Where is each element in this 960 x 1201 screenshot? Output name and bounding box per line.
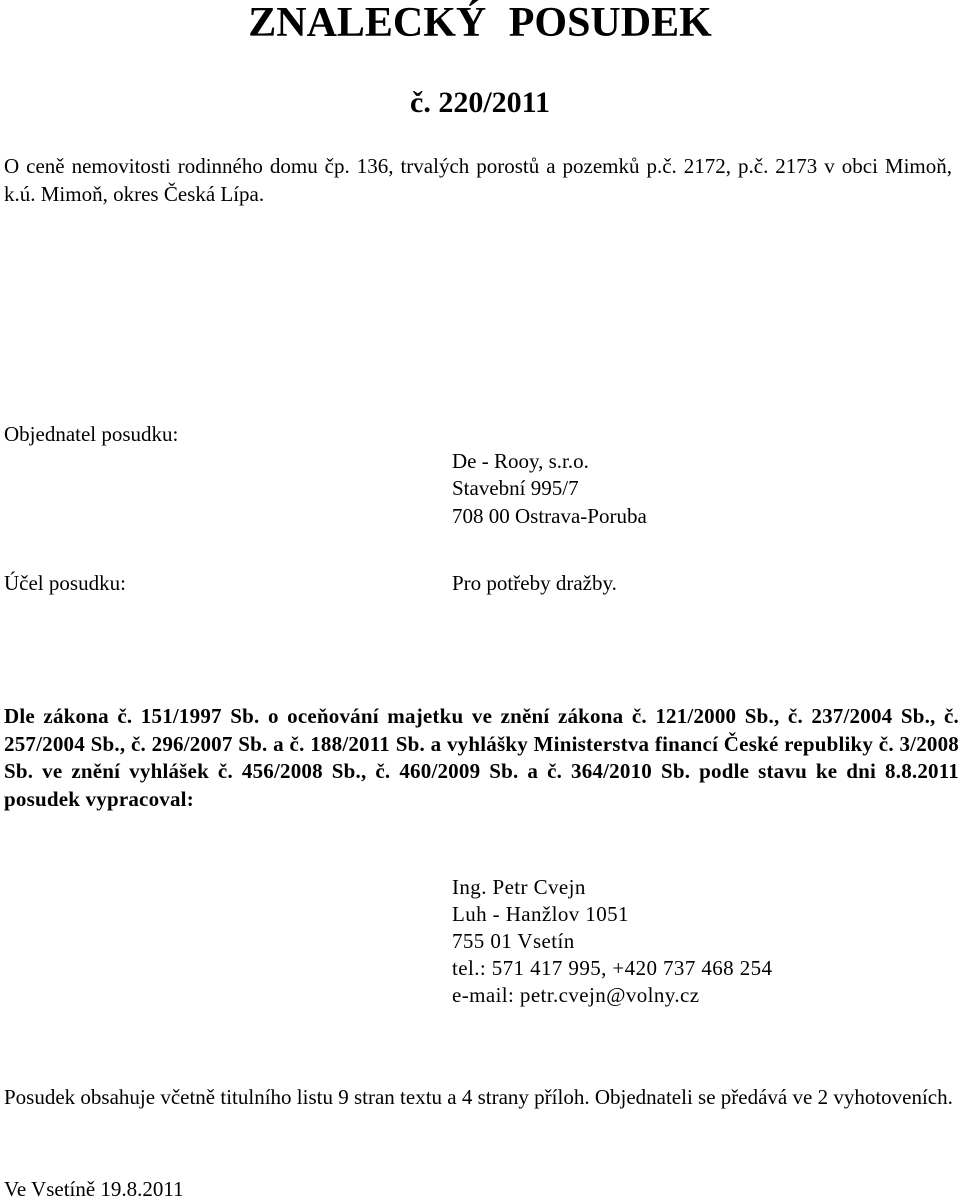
author-address: Luh - Hanžlov 1051 [452,902,629,926]
author-city: 755 01 Vsetín [452,929,575,953]
client-name: De - Rooy, s.r.o. [452,449,589,473]
purpose-value: Pro potřeby dražby. [452,571,617,595]
client-label: Objednatel posudku: [4,422,179,446]
client-street: Stavební 995/7 [452,476,579,500]
place-and-date: Ve Vsetíně 19.8.2011 [4,1177,184,1201]
report-number: č. 220/2011 [410,86,550,119]
purpose-label: Účel posudku: [4,571,126,595]
page-count-note: Posudek obsahuje včetně titulního listu 9 stran textu a 4 strany příloh. Objednateli se předává ve 2 vyhotoveních. [4,1085,953,1109]
report-subject: O ceně nemovitosti rodinného domu čp. 136, trvalých porostů a pozemků p.č. 2172, p.č. 2173 v obci Mimoň, k.ú. Mimoň, okres Česká Lípa. [4,154,952,206]
author-block [452,874,772,1009]
client-city: 708 00 Ostrava-Poruba [452,504,647,528]
legal-basis-statement: Dle zákona č. 151/1997 Sb. o oceňování majetku ve znění zákona č. 121/2000 Sb., č. 237/2004 Sb., č. 257/2004 Sb., č. 296/2007 Sb. a č. 188/2011 Sb. a vyhlášky Ministerstva financí České republiky č. 3/2008 Sb. ve znění vyhlášek č. 456/2008 Sb., č. 460/2009 Sb. a č. 364/2010 Sb. podle stavu ke dni 8.8.2011 posudek vypracoval: [4,704,959,811]
author-email: e-mail: petr.cvejn@volny.cz [452,983,700,1007]
document-title: ZNALECKÝ POSUDEK [248,0,712,46]
author-name: Ing. Petr Cvejn [452,875,586,899]
author-phone: tel.: 571 417 995, +420 737 468 254 [452,956,773,980]
